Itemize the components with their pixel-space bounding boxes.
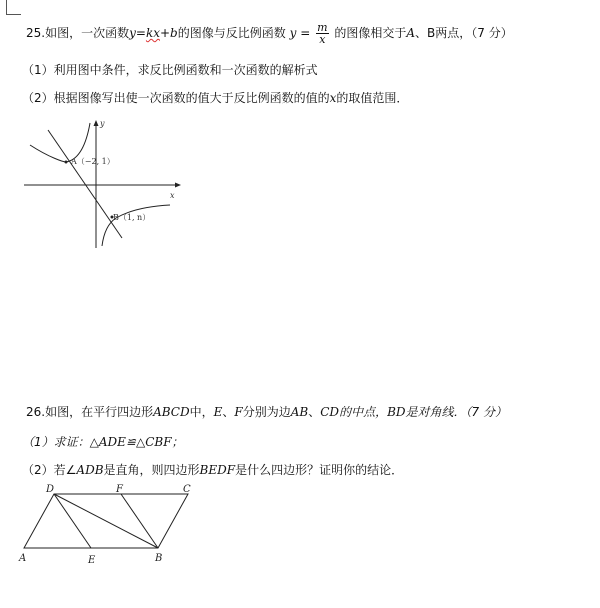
q26-cd: CD <box>320 405 340 419</box>
corner-crop-mark <box>6 0 21 15</box>
q26-f: F <box>234 405 243 419</box>
q26-part2-text-c: 是什么四边形？证明你的结论． <box>235 463 404 477</box>
q26-e: E <box>213 405 223 419</box>
q26-part2-bedf: BEDF <box>199 463 236 477</box>
q26-part2-text-b: 是直角，则四边形 <box>103 463 200 477</box>
q25-part1: （1）利用图中条件，求反比例函数和一次函数的解析式 <box>22 63 318 77</box>
fraction-denominator: x <box>319 33 326 46</box>
q26-suffix: 是对角线．（7 分） <box>405 405 507 419</box>
q25-prefix: 25.如图，一次函数 <box>26 26 130 40</box>
q25-part2 <box>22 90 408 106</box>
linear-function-line <box>48 130 122 238</box>
q25-part2-var-x: x <box>329 91 337 105</box>
q26-parallelogram-figure <box>16 482 196 572</box>
x-axis-label: x <box>170 191 175 200</box>
q25-mid-text: 的图像与反比例函数 <box>177 26 286 40</box>
q25-var-kx: kx <box>145 26 160 40</box>
q26-bd: BD <box>387 405 406 419</box>
point-a-marker <box>65 161 68 164</box>
vertex-d-label: D <box>46 484 55 495</box>
hyperbola-branch-lower <box>102 205 170 246</box>
q26-dun2: 、 <box>308 405 321 419</box>
q25-var-y: y <box>129 26 136 40</box>
q25-equals2: = <box>300 26 311 40</box>
q25-var-b: b <box>170 26 178 40</box>
q25-part2-text-b: 的取值范围． <box>336 91 409 105</box>
q26-abcd: ABCD <box>153 405 190 419</box>
q26-dun: 、 <box>222 405 235 419</box>
q26-ab: AB <box>290 405 309 419</box>
point-f-label: F <box>116 484 123 495</box>
x-axis-arrow-icon <box>175 183 181 188</box>
q25-plus: + <box>159 26 171 40</box>
vertex-a-label: A <box>19 553 27 564</box>
q26-part1-congruence: △ADE≌△CBF； <box>89 435 184 449</box>
q26-stem <box>26 404 507 420</box>
segment-fb <box>121 494 158 548</box>
point-a-label: A（−2, 1） <box>71 157 115 166</box>
q25-point-a: A <box>406 26 416 40</box>
q26-mid3: 的中点， <box>339 405 388 419</box>
q25-var-y2: y <box>289 26 297 40</box>
q26-part1 <box>22 434 184 450</box>
q26-mid1: 中， <box>189 405 214 419</box>
q25-function-graph <box>20 118 190 253</box>
q26-part2-text-a: （2）若∠ <box>22 463 77 477</box>
q25-score: 、B两点，（7 分） <box>415 26 513 40</box>
q26-prefix: 26.如图，在平行四边形 <box>26 405 154 419</box>
q26-part2 <box>22 462 403 478</box>
point-b-label: B（1, n） <box>113 213 151 222</box>
q25-fraction <box>316 22 328 45</box>
q25-equals: = <box>135 26 146 40</box>
y-axis-arrow-icon <box>94 120 99 126</box>
fraction-numerator: m <box>317 21 328 34</box>
y-axis-label: y <box>100 119 105 128</box>
vertex-c-label: C <box>183 484 191 495</box>
segment-de <box>54 494 91 548</box>
q26-mid2: 分别为边 <box>242 405 291 419</box>
q25-part2-text-a: （2）根据图像写出使一次函数的值大于反比例函数的值的 <box>22 91 330 105</box>
point-e-label: E <box>88 555 96 566</box>
q26-part2-adb: ADB <box>76 463 104 477</box>
q26-part1-text: （1）求证： <box>22 435 90 449</box>
q25-suffix: 的图像相交于 <box>334 26 407 40</box>
q25-stem <box>26 22 513 45</box>
vertex-b-label: B <box>155 553 163 564</box>
diagonal-bd <box>54 494 158 548</box>
